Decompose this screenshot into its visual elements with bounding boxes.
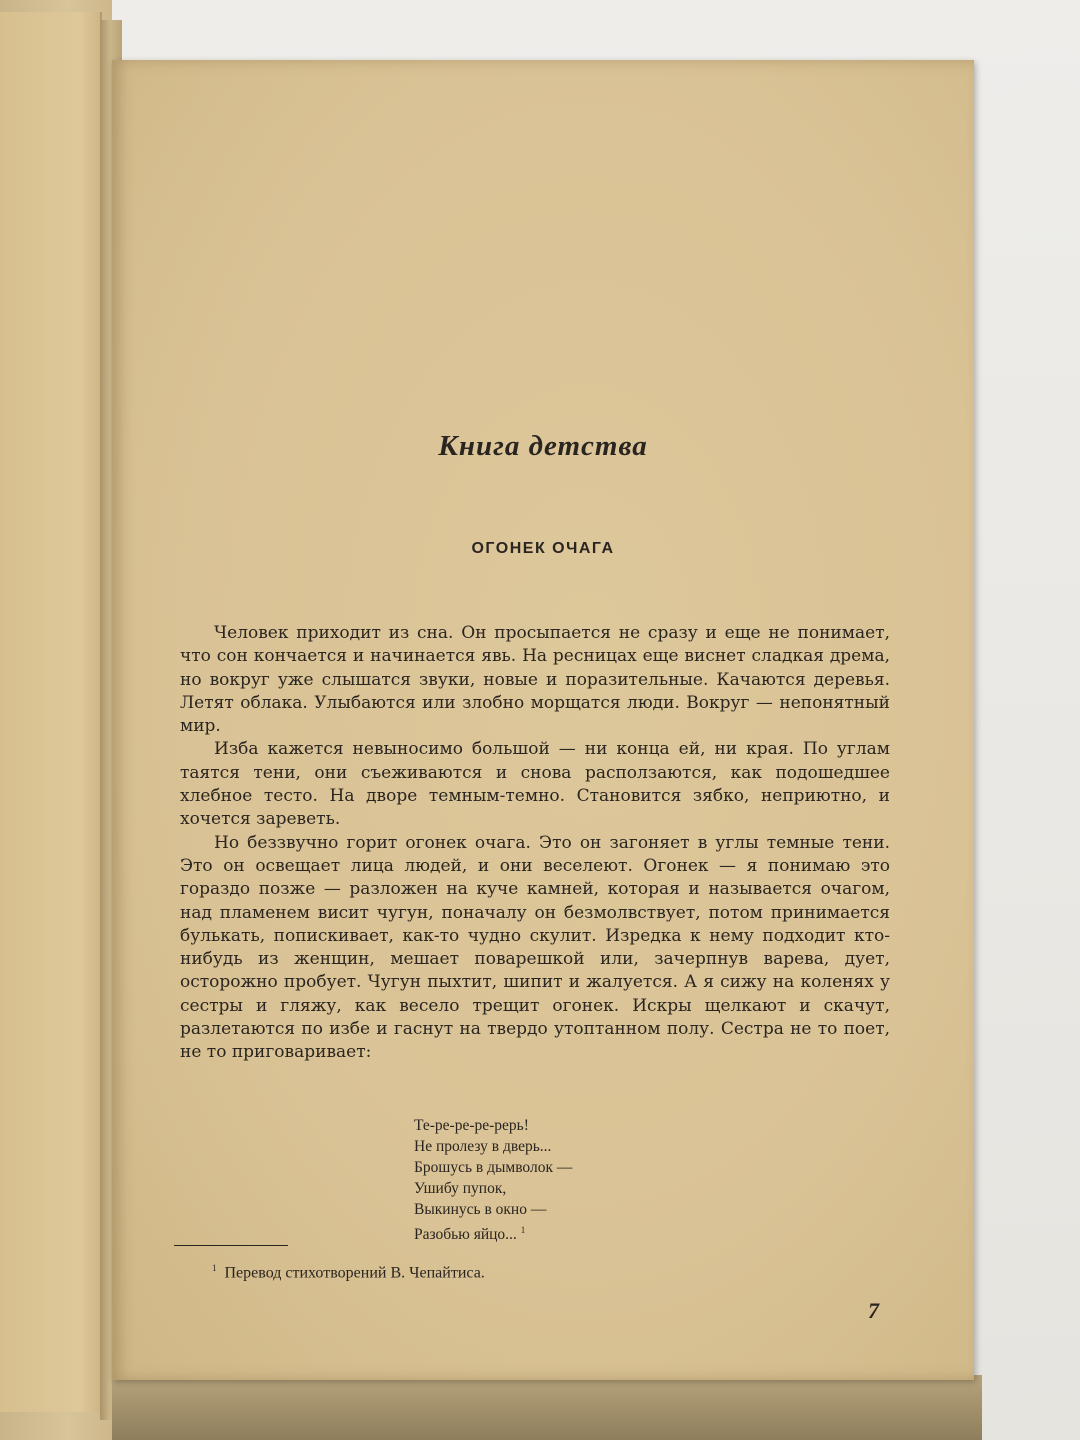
page-number: 7 (868, 1298, 879, 1323)
chapter-title: ОГОНЕК ОЧАГА (471, 540, 615, 557)
paragraph-3: Но беззвучно горит огонек очага. Это он загоняет в углы темные тени. Это он освещает лица людей, и они веселеют. Огонек — я понимаю это гораздо позже — разложен на куче камней, которая и называется очагом, над пламенем висит чугун, поначалу он безмолвствует, потом принимается булькать, попискивает, как-то чудно скулит. Изредка к нему подходит кто-нибудь из женщин, мешает поварешкой или, зачерпнув варева, дует, осторожно пробует. Чугун пыхтит, шипит и жалуется. А я сижу на коленях у сестры и гляжу, как весело трещит огонек. Искры щелкают и скачут, разлетаются по избе и гаснут на твердо утоптанном полу. Сестра не то поет, не то приговаривает: (180, 832, 890, 1063)
verse-line: Не пролезу в дверь... (414, 1138, 552, 1155)
verse (414, 1115, 572, 1245)
left-page-edge (0, 12, 102, 1412)
paragraph-1: Человек приходит из сна. Он просыпается не сразу и еще не понимает, что сон кончается и начинается явь. На ресницах еще виснет сладкая дрема, но вокруг уже слышатся звуки, новые и поразительные. Качаются деревья. Летят облака. Улыбаются или злобно морщатся люди. Вокруг — непонятный мир. (180, 623, 890, 737)
verse-line-last (414, 1220, 572, 1245)
verse-line: Брошусь в дымволок — (414, 1159, 573, 1176)
book-cover-bottom (112, 1375, 982, 1440)
book-title: Книга детства (438, 430, 648, 462)
footnote-marker: 1 (212, 1263, 217, 1273)
book-page (112, 60, 974, 1380)
paragraph-2: Изба кажется невыносимо большой — ни конца ей, ни края. По углам таятся тени, они съеживаются и снова расползаются, как подошедшее хлебное тесто. На дворе темным-темно. Становится зябко, неприютно, и хочется зареветь. (180, 739, 890, 830)
footnote (212, 1263, 485, 1282)
footnote-reference: 1 (520, 1225, 526, 1235)
verse-line: Те-ре-ре-ре-рерь! (414, 1117, 529, 1134)
verse-line: Ушибу пупок, (414, 1180, 507, 1197)
body-text (180, 622, 890, 1065)
verse-line: Разобью яйцо... (414, 1226, 517, 1244)
verse-line: Выкинусь в окно — (414, 1201, 547, 1218)
footnote-divider (174, 1245, 288, 1246)
footnote-text: Перевод стихотворений В. Чепайтиса. (224, 1264, 485, 1282)
